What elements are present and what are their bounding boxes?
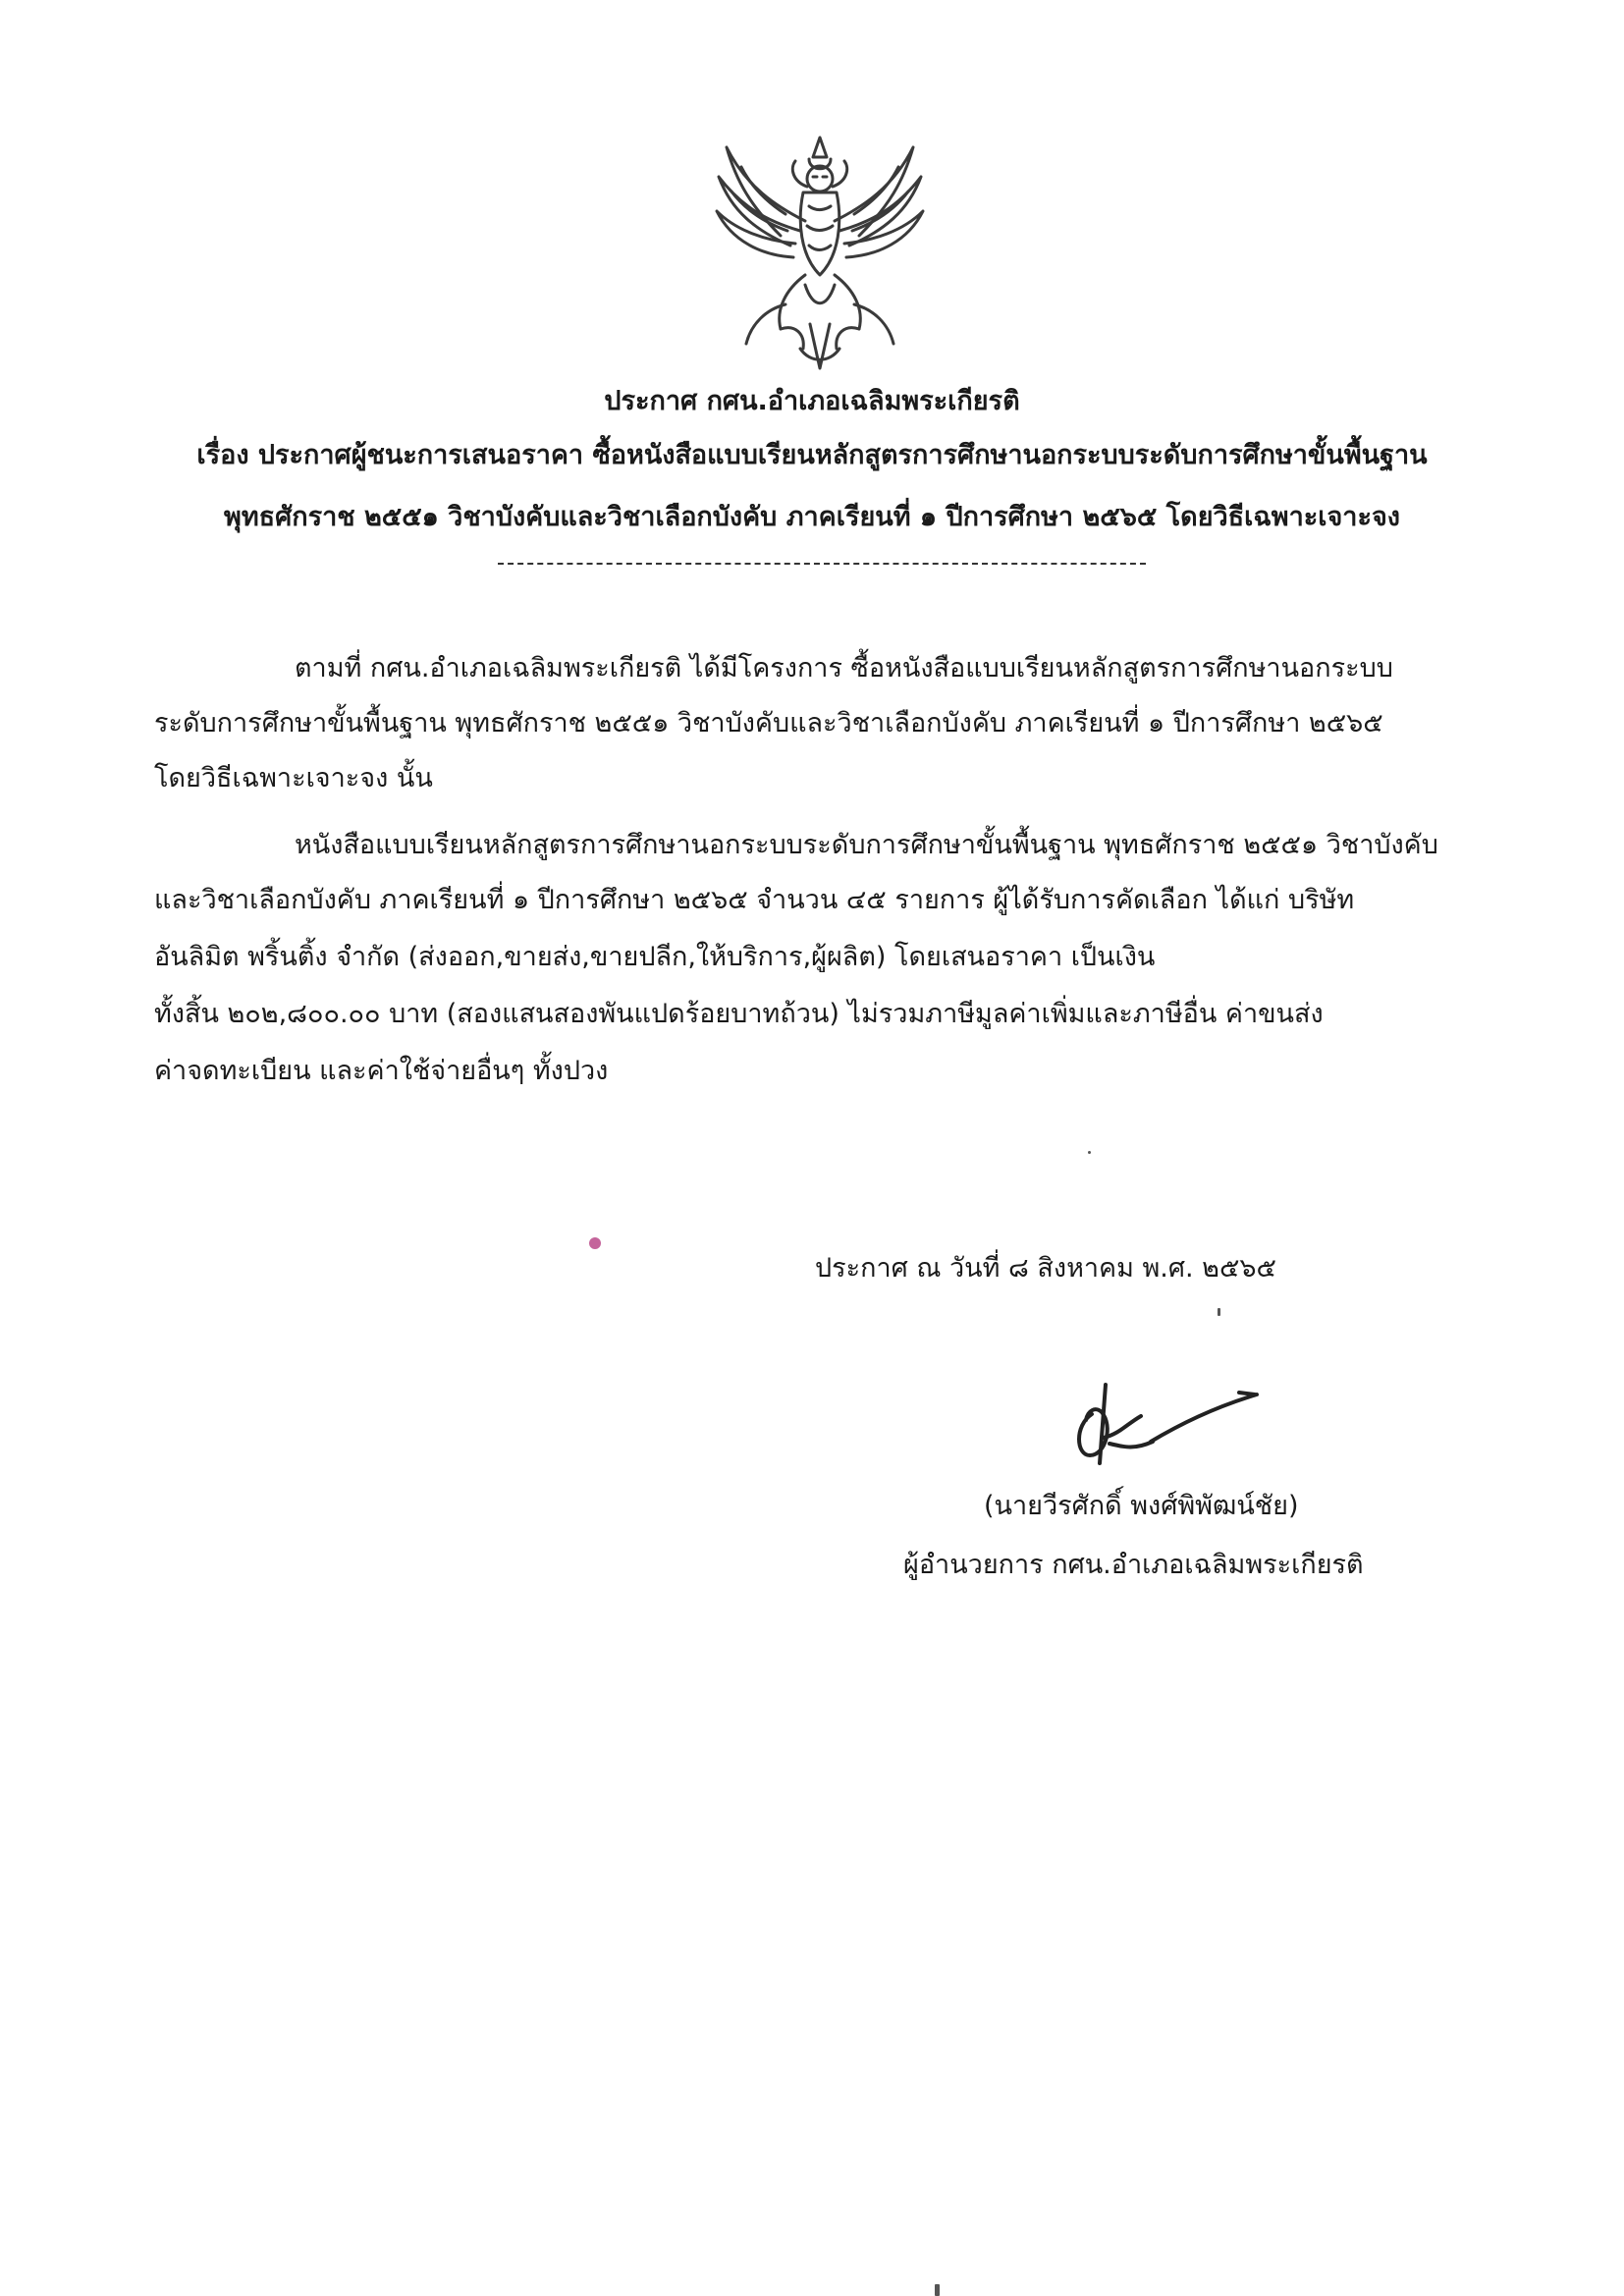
paragraph-1-line-2: ระดับการศึกษาขั้นพื้นฐาน พุทธศักราช ๒๕๕๑ วิชาบังคับและวิชาเลือกบังคับ ภาคเรียนที่ ๑ ปีการศึกษา ๒๕๖๕ [154, 708, 1383, 738]
announcement-title: ประกาศ กศน.อำเภอเฉลิมพระเกียรติ [604, 386, 1020, 416]
scan-dot [1218, 1308, 1220, 1316]
paragraph-2-line-2: และวิชาเลือกบังคับ ภาคเรียนที่ ๑ ปีการศึกษา ๒๕๖๕ จำนวน ๔๕ รายการ ผู้ได้รับการคัดเลือก ได้แก่ บริษัท [154, 885, 1355, 915]
ink-speck [589, 1237, 601, 1249]
handwritten-signature-icon [1060, 1365, 1276, 1473]
paragraph-1-line-3: โดยวิธีเฉพาะเจาะจง นั้น [154, 763, 433, 793]
paragraph-2-line-5: ค่าจดทะเบียน และค่าใช้จ่ายอื่นๆ ทั้งปวง [154, 1056, 609, 1086]
subject-line-2: พุทธศักราช ๒๕๕๑ วิชาบังคับและวิชาเลือกบังคับ ภาคเรียนที่ ๑ ปีการศึกษา ๒๕๖๕ โดยวิธีเฉพาะเจาะจง [224, 502, 1400, 532]
scan-dot [1088, 1151, 1091, 1154]
announcement-date: ประกาศ ณ วันที่ ๘ สิงหาคม พ.ศ. ๒๕๖๕ [815, 1253, 1276, 1284]
subject-line-1: เรื่อง ประกาศผู้ชนะการเสนอราคา ซื้อหนังสือแบบเรียนหลักสูตรการศึกษานอกระบบระดับการศึกษาขั้นพื้นฐาน [196, 440, 1428, 470]
paragraph-2-line-1: หนังสือแบบเรียนหลักสูตรการศึกษานอกระบบระดับการศึกษาขั้นพื้นฐาน พุทธศักราช ๒๕๕๑ วิชาบังคับ [295, 830, 1438, 860]
garuda-emblem-icon [707, 128, 933, 373]
signer-position: ผู้อำนวยการ กศน.อำเภอเฉลิมพระเกียรติ [903, 1550, 1364, 1580]
header-divider [498, 563, 1146, 565]
paragraph-1-line-1: ตามที่ กศน.อำเภอเฉลิมพระเกียรติ ได้มีโครงการ ซื้อหนังสือแบบเรียนหลักสูตรการศึกษานอกระบบ [295, 653, 1393, 683]
scan-dot [935, 2284, 940, 2296]
paragraph-2-line-3: อันลิมิต พริ้นติ้ง จำกัด (ส่งออก,ขายส่ง,ขายปลีก,ให้บริการ,ผู้ผลิต) โดยเสนอราคา เป็นเงิน [154, 942, 1156, 972]
signer-name: (นายวีรศักดิ์ พงศ์พิพัฒน์ชัย) [984, 1491, 1299, 1521]
paragraph-2-line-4: ทั้งสิ้น ๒๐๒,๘๐๐.๐๐ บาท (สองแสนสองพันแปดร้อยบาทถ้วน) ไม่รวมภาษีมูลค่าเพิ่มและภาษีอื่น ค่าขนส่ง [154, 999, 1324, 1029]
